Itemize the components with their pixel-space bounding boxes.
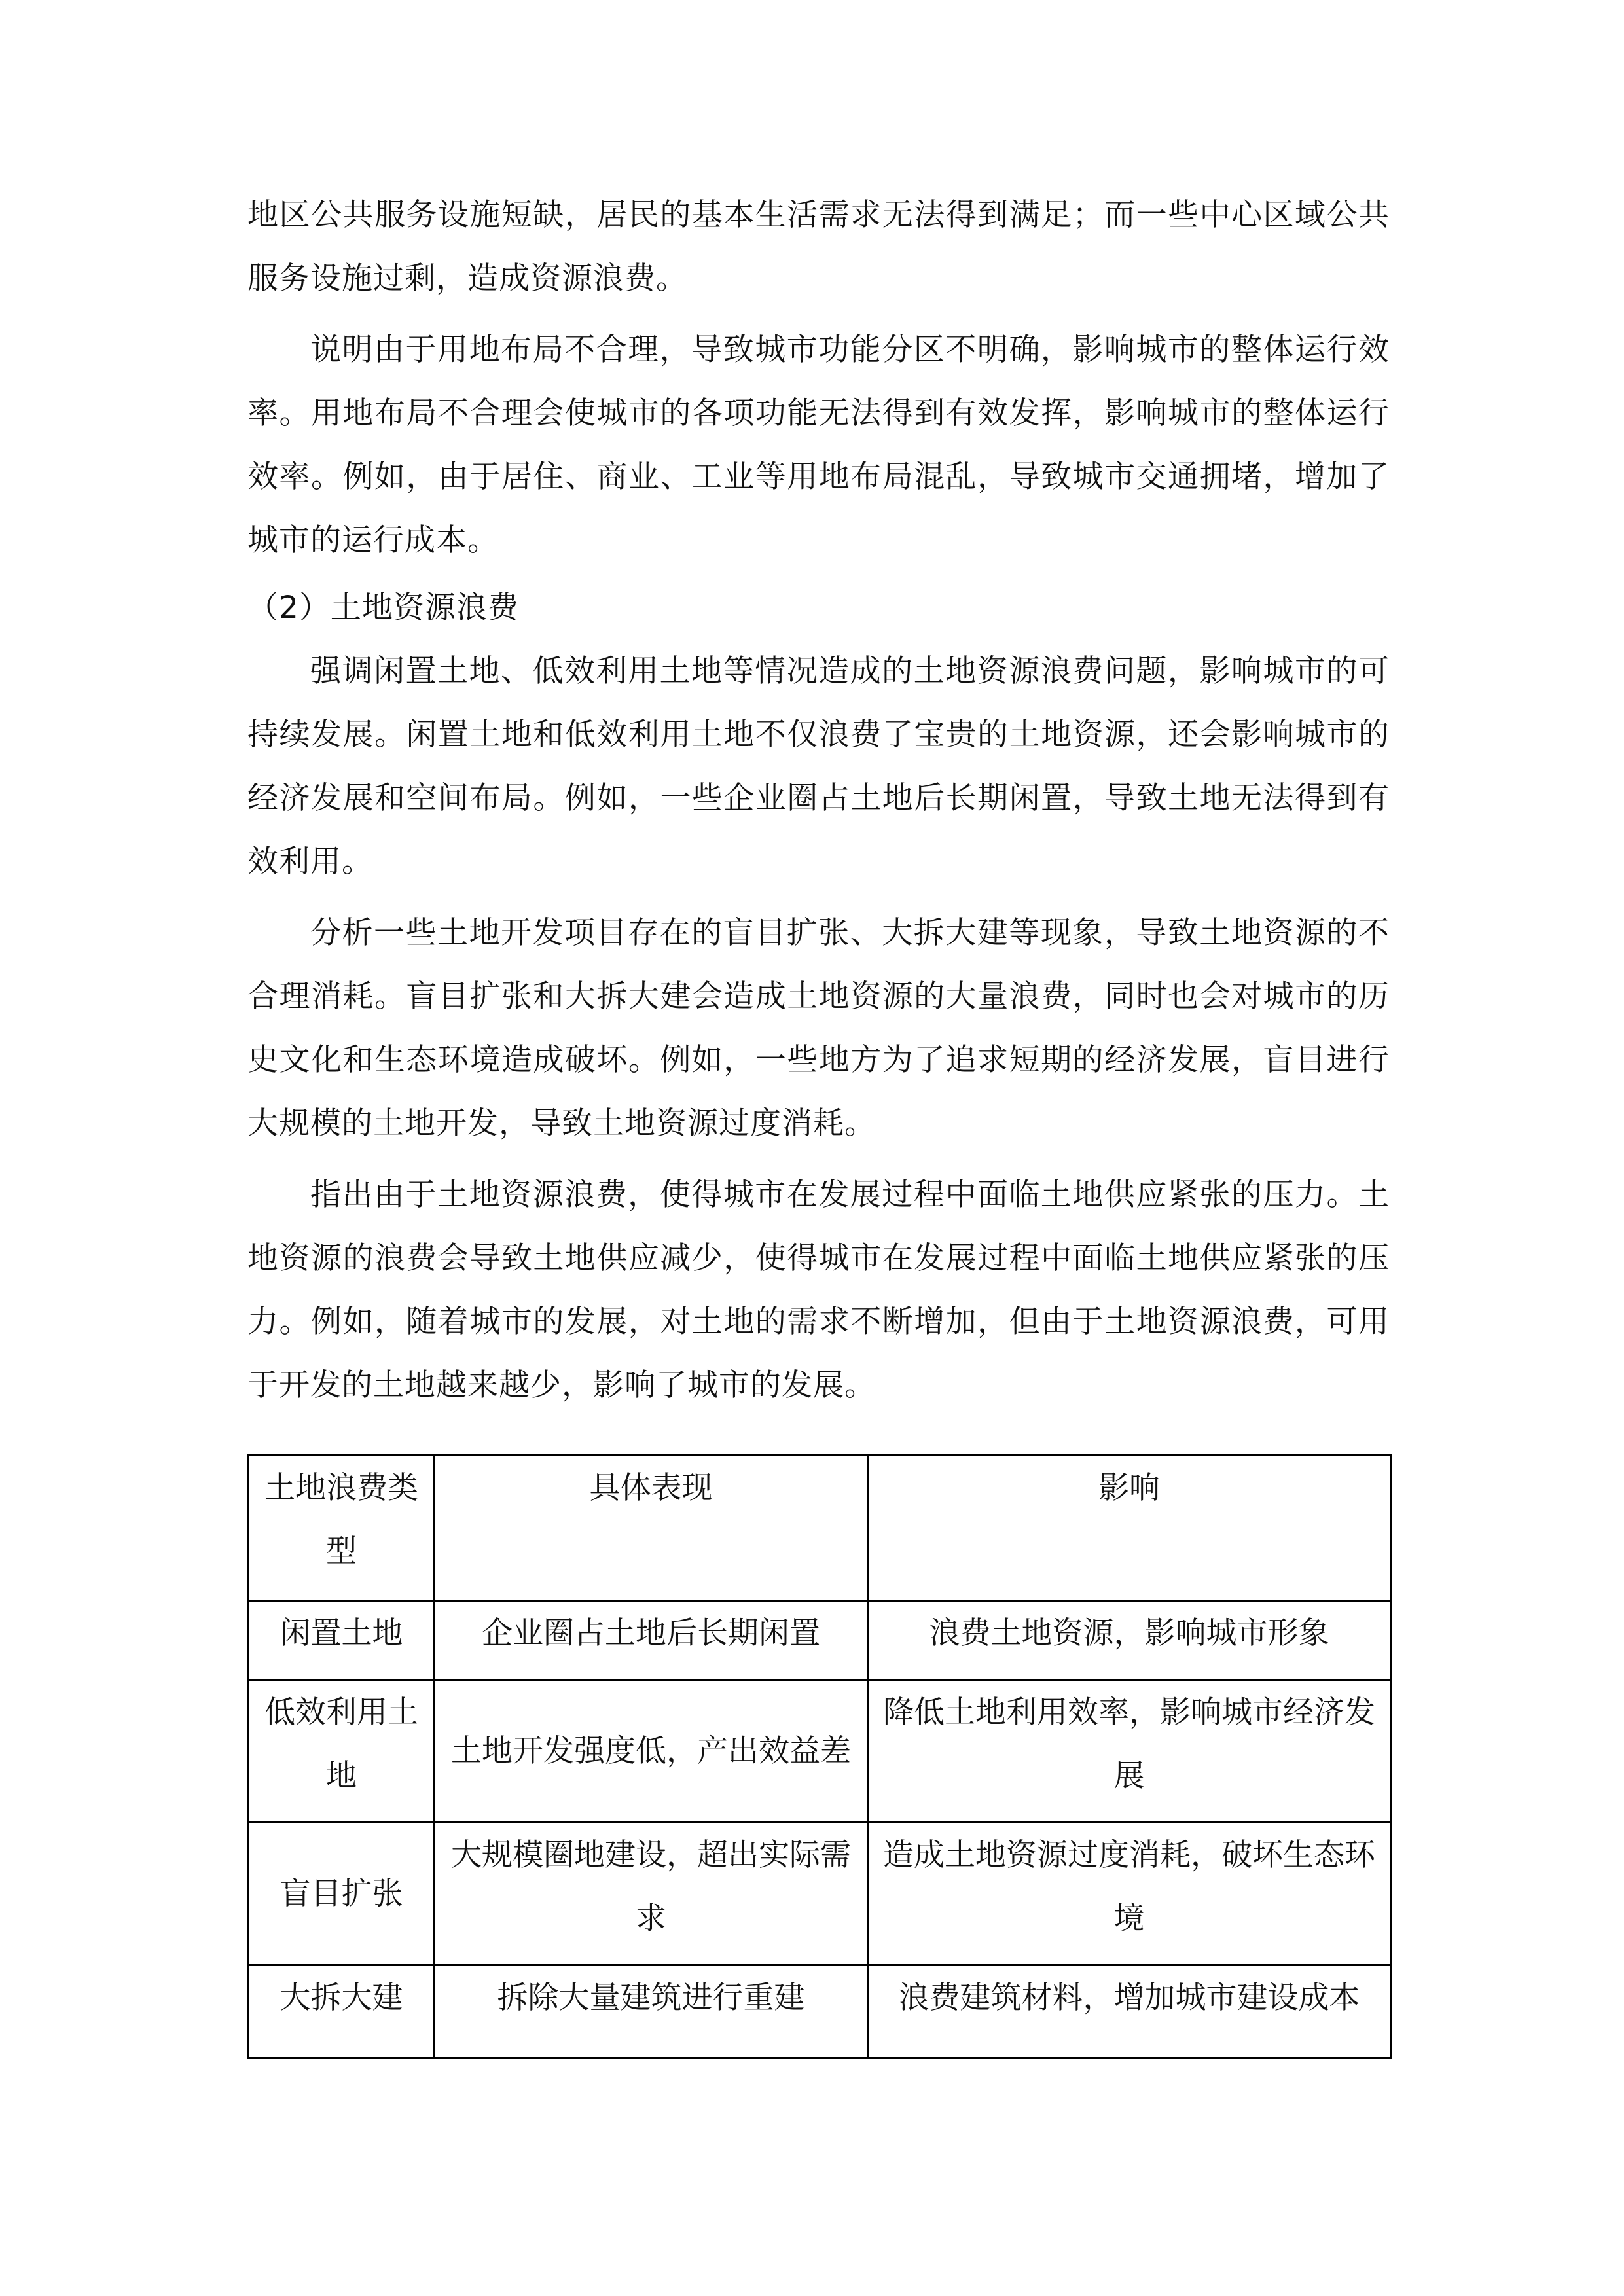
section-heading-land-waste: （2）土地资源浪费 (247, 590, 519, 626)
table-row (249, 1601, 1391, 1680)
table-cell: 降低土地利用效率，影响城市经济发展 (868, 1680, 1391, 1823)
table-row (249, 1680, 1391, 1823)
header-cell-type: 土地浪费类型 (249, 1456, 435, 1601)
paragraph-idle-land: 强调闲置土地、低效利用土地等情况造成的土地资源浪费问题，影响城市的可持续发展。闲置土地和低效利用土地不仅浪费了宝贵的土地资源，还会影响城市的经济发展和空间布局。例如，一些企业圈占土地后长期闲置，导致土地无法得到有效利用。 (247, 653, 1390, 880)
land-waste-table (247, 1454, 1392, 2059)
table-cell: 大规模圈地建设，超出实际需求 (435, 1823, 868, 1965)
paragraph-blind-expansion: 分析一些土地开发项目存在的盲目扩张、大拆大建等现象，导致土地资源的不合理消耗。盲目扩张和大拆大建会造成土地资源的大量浪费，同时也会对城市的历史文化和生态环境造成破坏。例如，一些地方为了追求短期的经济发展，盲目进行大规模的土地开发，导致土地资源过度消耗。 (247, 915, 1390, 1141)
table-cell: 土地开发强度低，产出效益差 (435, 1680, 868, 1823)
table-cell: 低效利用土地 (249, 1680, 435, 1823)
table-header-row (249, 1456, 1391, 1601)
paragraph-land-layout: 说明由于用地布局不合理，导致城市功能分区不明确，影响城市的整体运行效率。用地布局不合理会使城市的各项功能无法得到有效发挥，影响城市的整体运行效率。例如，由于居住、商业、工业等用地布局混乱，导致城市交通拥堵，增加了城市的运行成本。 (247, 332, 1390, 558)
table-cell: 浪费建筑材料，增加城市建设成本 (868, 1965, 1391, 2058)
table-cell: 盲目扩张 (249, 1823, 435, 1965)
table-cell: 闲置土地 (249, 1601, 435, 1680)
table-cell: 企业圈占土地后长期闲置 (435, 1601, 868, 1680)
paragraph-public-services: 地区公共服务设施短缺，居民的基本生活需求无法得到满足；而一些中心区域公共服务设施过剩，造成资源浪费。 (247, 197, 1390, 296)
table-cell: 大拆大建 (249, 1965, 435, 2058)
header-cell-manifestation: 具体表现 (435, 1456, 868, 1601)
table-cell: 浪费土地资源，影响城市形象 (868, 1601, 1391, 1680)
table-row (249, 1965, 1391, 2058)
document-body (247, 183, 1390, 1417)
table-cell: 造成土地资源过度消耗，破坏生态环境 (868, 1823, 1391, 1965)
table-cell: 拆除大量建筑进行重建 (435, 1965, 868, 2058)
table-row (249, 1823, 1391, 1965)
paragraph-land-supply: 指出由于土地资源浪费，使得城市在发展过程中面临土地供应紧张的压力。土地资源的浪费会导致土地供应减少，使得城市在发展过程中面临土地供应紧张的压力。例如，随着城市的发展，对土地的需求不断增加，但由于土地资源浪费，可用于开发的土地越来越少，影响了城市的发展。 (247, 1177, 1390, 1403)
header-cell-impact: 影响 (868, 1456, 1391, 1601)
